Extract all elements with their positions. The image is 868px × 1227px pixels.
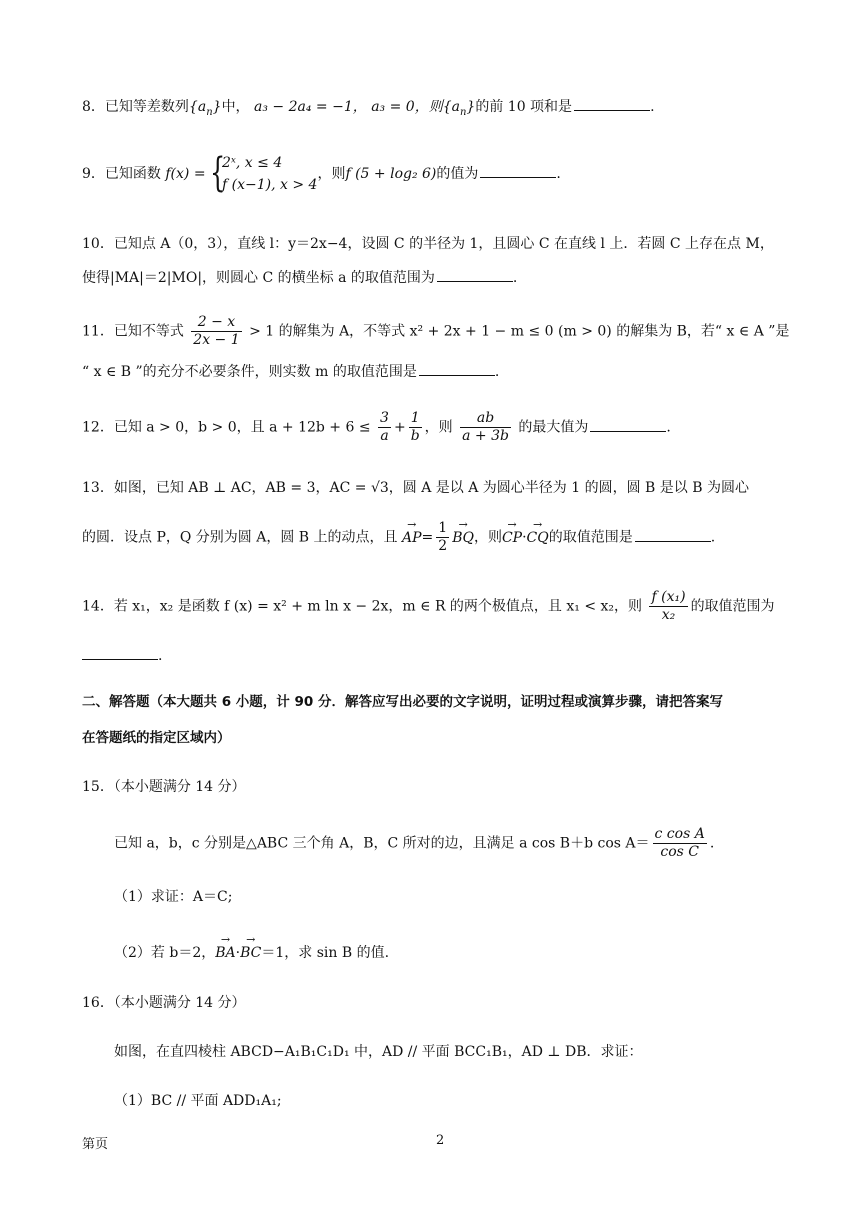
section-heading-line-2: 在答题纸的指定区域内） [82,730,231,746]
q13-end: . [710,529,716,546]
piecewise-function [210,152,317,196]
sequence-an: $\{a_n\}$ [188,99,222,118]
page-number: 2 [436,1133,445,1148]
q10-end: . [512,270,518,286]
frac-den: 2 [438,538,448,554]
q15-part2-text: （2）若 b＝2， [114,945,216,961]
q8-text-3: 的前 10 项和是 [475,99,573,115]
q11-text-2: > 1 的解集为 A，不等式 x² + 2x + 1 − m ≤ 0 (m > 0) 的解集为 B，若“ x ∈ A ”是 [249,323,790,340]
q15-stem-text: 已知 a，b，c 分别是△ABC 三个角 A，B，C 所对的边，且满足 a cos B＋b cos A＝ [114,835,650,852]
question-11-line-2 [82,361,499,383]
question-11-line-1 [82,314,789,349]
question-15-stem [114,826,714,861]
answer-blank[interactable] [82,645,158,660]
q11-text: 11．已知不等式 [82,323,184,340]
question-15-part-1: （1）求证：A＝C; [114,889,233,905]
frac-num: 1 [438,520,448,536]
q11-text-3: “ x ∈ B ”的充分不必要条件，则实数 m 的取值范围是 [82,364,417,380]
vector-cq: → CQ [527,527,549,549]
question-13-line-2 [82,520,715,555]
q13-text: 的圆．设点 P，Q 分别为圆 A，圆 B 上的动点，且 [82,529,398,546]
q11-fraction [191,314,241,349]
question-10-line-2 [82,267,517,289]
q8-condition-2: a₃ = 0，则 [371,99,443,115]
frac-den: a [380,428,389,444]
answer-blank[interactable] [437,267,513,282]
question-16-stem: 如图，在直四棱柱 ABCD−A₁B₁C₁D₁ 中，AD // 平面 BCC₁B₁，AD ⊥ DB．求证： [114,1044,643,1060]
answer-blank[interactable] [635,527,711,542]
q14-end: . [158,648,163,664]
sequence-an-2: $\{a_n\}$ [442,99,476,118]
q8-text: 8．已知等差数列 [82,99,189,115]
answer-blank[interactable] [574,96,650,111]
q9-text-2: ，则 [317,166,346,182]
question-12 [82,410,671,445]
frac-num: c cos A [654,826,705,842]
brace-icon: { [210,150,226,196]
frac-den: cos C [660,844,699,860]
q15-part2-text-2: ＝1，求 sin B 的值. [261,945,390,961]
f-of-x: f(x) = [165,166,206,182]
q8-end: . [650,99,655,115]
half-fraction [436,520,449,555]
case-2: f (x−1), x > 4 [222,177,318,193]
answer-blank[interactable] [480,163,556,178]
equals-sign: = [421,529,434,546]
question-13-line-1: 13．如图，已知 AB ⊥ AC，AB = 3，AC = √3，圆 A 是以 A 为圆心半径为 1 的圆，圆 B 是以 B 为圆心 [82,480,749,496]
case-1: 2ˣ, x ≤ 4 [222,155,283,171]
plus-sign: + [393,419,406,436]
q8-condition-1: a₃ − 2a₄ = −1， [254,99,367,115]
footer-label: 第页 [82,1137,109,1152]
q14-fraction [649,589,687,624]
answer-blank[interactable] [590,417,666,432]
vector-bc: → BC [240,942,261,964]
q9-text: 9．已知函数 [82,166,161,182]
question-15-part-2 [114,942,389,964]
q9-end: . [556,166,561,182]
frac-num: 2 − x [191,314,241,332]
q10-text: 使得|MA|＝2|MO|，则圆心 C 的横坐标 a 的取值范围为 [82,270,435,286]
q11-end: . [494,364,500,380]
answer-blank[interactable] [419,361,495,376]
q14-text-2: 的取值范围为 [690,598,775,615]
q12-frac-3 [460,410,511,445]
frac-den: x₂ [661,607,676,623]
frac-den: a + 3b [462,428,509,444]
frac-num: 3 [380,410,389,426]
q12-frac-2 [409,410,422,445]
q9-expression: f (5 + log₂ 6) [345,166,437,182]
question-16-part-1: （1）BC // 平面 ADD₁A₁; [114,1093,282,1109]
question-14-line-2 [82,645,162,667]
dot-operator: · [235,945,241,961]
vector-ap: → AP [402,527,422,549]
q13-text-3: 的取值范围是 [548,529,633,546]
q12-text-2: ，则 [424,419,453,436]
question-15-heading: 15．（本小题满分 14 分） [82,779,246,795]
q13-text-2: ，则 [473,529,502,546]
question-16-heading: 16．（本小题满分 14 分） [82,995,246,1011]
q12-frac-1 [378,410,391,445]
question-8 [82,96,655,124]
question-10-line-1: 10．已知点 A（0，3），直线 l：y＝2x−4，设圆 C 的半径为 1，且圆心 C 在直线 l 上．若圆 C 上存在点 M， [82,236,774,252]
frac-den: b [410,428,420,444]
q9-text-3: 的值为 [436,166,479,182]
frac-den: 2x − 1 [193,332,240,348]
question-9 [82,152,561,196]
q15-fraction [653,826,707,861]
q14-text: 14．若 x₁，x₂ 是函数 f (x) = x² + m ln x − 2x，m ∈ R 的两个极值点，且 x₁ < x₂，则 [82,598,643,615]
dot-operator: · [522,529,527,546]
q12-text: 12．已知 a > 0，b > 0，且 a + 12b + 6 ≤ [82,419,371,436]
vector-ba: → BA [215,942,235,964]
frac-num: ab [460,410,511,428]
q15-stem-end: . [709,835,715,852]
vector-cp: → CP [502,527,522,549]
section-heading-line-1: 二、解答题（本大题共 6 小题，计 90 分．解答应写出必要的文字说明，证明过程或演算步骤，请把答案写 [82,694,723,710]
frac-num: f (x₁) [651,589,686,605]
frac-num: 1 [409,410,422,428]
vector-bq: → BQ [452,527,474,549]
q12-end: . [666,419,671,436]
q12-text-3: 的最大值为 [518,419,589,436]
question-14 [82,589,775,624]
q8-text-2: 中， [221,99,250,115]
